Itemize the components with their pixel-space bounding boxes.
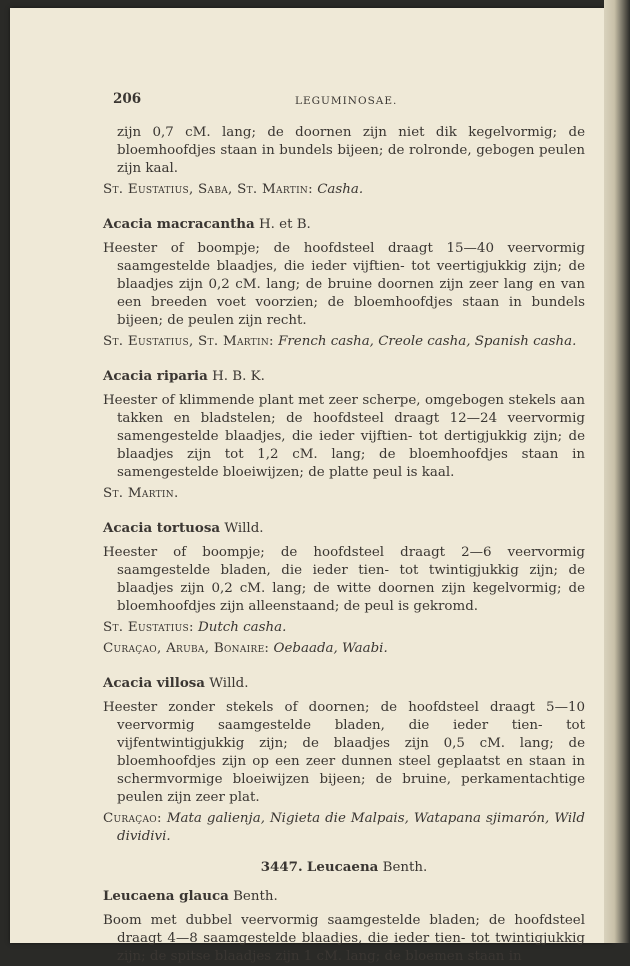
genus-author: Benth. xyxy=(382,860,428,875)
distribution-places: St. Eustatius, Saba, St. Martin: xyxy=(103,182,313,197)
species-author: H. B. K. xyxy=(212,369,265,384)
distribution-line xyxy=(103,619,585,637)
vernacular-names: Oebaada, Waabi. xyxy=(273,641,388,656)
intro-paragraph: zijn 0,7 cM. lang; de doornen zijn niet dik kegelvormig; de bloemhoofdjes staan in bundels bijeen; de rolronde, gebogen peulen zijn kaal. xyxy=(117,125,585,176)
species-author: Willd. xyxy=(209,676,249,691)
running-title: LEGUMINOSAE. xyxy=(295,95,398,107)
species-description: Heester of klimmende plant met zeer scherpe, omgebogen stekels aan takken en bladstelen; de hoofdsteel draagt 12—24 veervormig samengestelde blaadjes, die ieder vijftien- tot dertigjukkig zijn; de blaadjes zijn tot 1,2 cM. lang; de bloemhoofdjes staan in samengestelde bloeiwijzen; de platte peul is kaal. xyxy=(103,393,585,480)
species-heading xyxy=(103,519,585,538)
genus-heading xyxy=(103,858,585,877)
distribution-line xyxy=(103,333,585,351)
distribution-places: St. Eustatius, St. Martin: xyxy=(103,334,274,349)
vernacular-names: French casha, Creole casha, Spanish casha. xyxy=(278,334,577,349)
distribution-places: Curaçao: xyxy=(103,811,162,826)
species-description: Heester zonder stekels of doornen; de hoofdsteel draagt 5—10 veervormig saamgestelde bladen, die ieder tien- tot vijfentwintigjukkig zijn; de blaadjes zijn 0,5 cM. lang; de bloemhoofdjes zijn op een zeer dunnen steel geplaatst en staan in schermvormige bloeiwijzen bijeen; de bruine, perkamentachtige peulen zijn zeer plat. xyxy=(103,700,585,805)
distribution-places: St. Martin. xyxy=(103,486,179,501)
species-description: Heester of boompje; de hoofdsteel draagt 2—6 veervormig saamgestelde bladen, die ieder tien- tot twintigjukkig zijn; de blaadjes zijn 0,2 cM. lang; de witte doornen zijn kegelvormig; de bloemhoofdjes zijn alleenstaand; de peul is gekromd. xyxy=(103,545,585,614)
distribution-line xyxy=(103,810,585,846)
species-name: Acacia tortuosa xyxy=(103,520,221,536)
species-heading xyxy=(103,674,585,693)
species-name: Leucaena glauca xyxy=(103,888,229,904)
species-description: Boom met dubbel veervormig saamgestelde bladen; de hoofdsteel draagt 4—8 saamgestelde blaadjes, die ieder tien- tot twintigjukkig zijn; de spitse blaadjes zijn 1 cM. lang; de bloemen staan in xyxy=(103,913,585,964)
species-author: H. et B. xyxy=(258,217,311,232)
book-gutter xyxy=(604,0,630,943)
genus-name: Leucaena xyxy=(306,859,379,875)
page-content xyxy=(103,90,585,966)
vernacular-names: Casha. xyxy=(317,182,364,197)
distribution-line xyxy=(103,640,585,658)
species-name: Acacia macracantha xyxy=(103,216,255,232)
vernacular-names: Mata galienja, Nigieta die Malpais, Watapana sjimarón, Wild dividivi. xyxy=(117,811,585,844)
species-author: Benth. xyxy=(233,889,278,904)
species-author: Willd. xyxy=(224,521,264,536)
page-header xyxy=(103,90,585,114)
species-description: Heester of boompje; de hoofdsteel draagt 15—40 veervormig saamgestelde blaadjes, die ieder vijftien- tot veertigjukkig zijn; de blaadjes zijn 0,2 cM. lang; de bruine doornen zijn zeer lang en van een breeden voet voorzien; de bloemhoofdjes staan in bundels bijeen; de peulen zijn recht. xyxy=(103,241,585,328)
species-heading xyxy=(103,215,585,234)
species-heading xyxy=(103,887,585,906)
vernacular-names: Dutch casha. xyxy=(198,620,287,635)
distribution-line xyxy=(103,181,585,199)
species-name: Acacia riparia xyxy=(103,368,208,384)
genus-number: 3447. xyxy=(260,859,303,875)
distribution-places: Curaçao, Aruba, Bonaire: xyxy=(103,641,270,656)
species-name: Acacia villosa xyxy=(103,675,205,691)
species-heading xyxy=(103,367,585,386)
distribution-places: St. Eustatius: xyxy=(103,620,194,635)
page-number: 206 xyxy=(113,91,142,107)
book-page xyxy=(10,8,612,964)
distribution-line xyxy=(103,485,585,503)
